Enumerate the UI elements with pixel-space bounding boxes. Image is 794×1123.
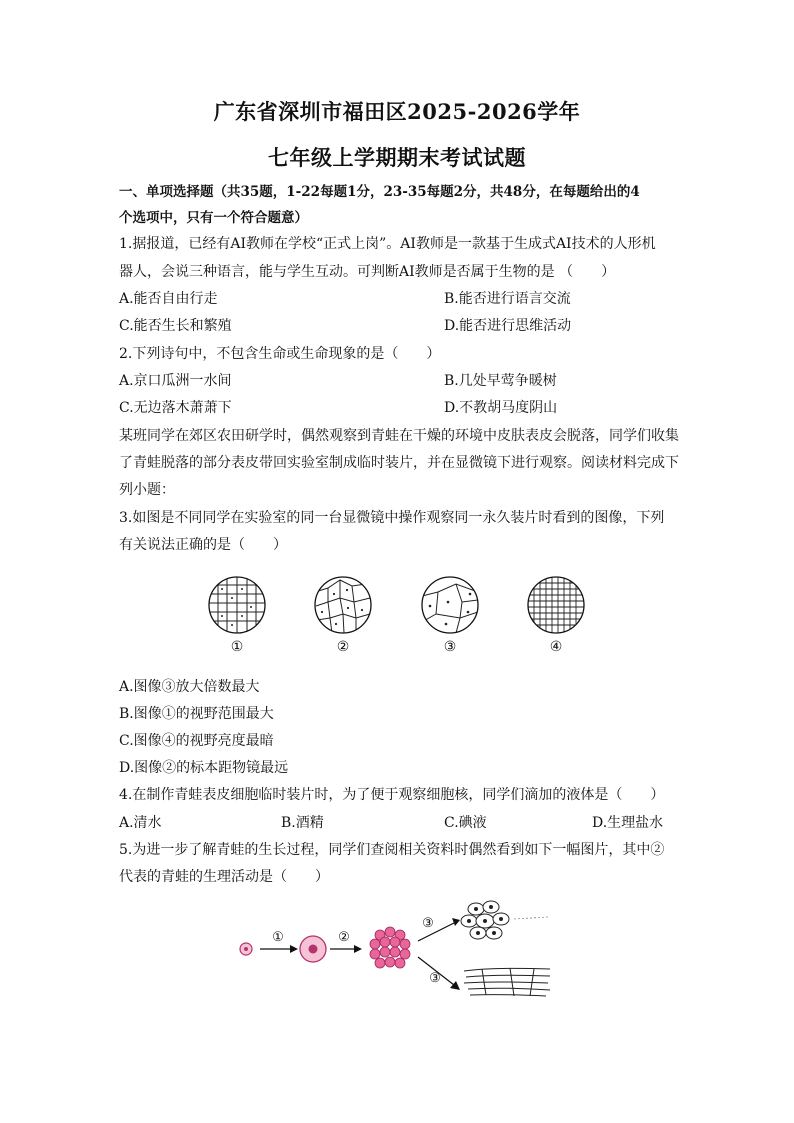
view-4-grid-icon xyxy=(528,577,584,633)
q3-option-d: D.图像②的标本距物镜最远 xyxy=(119,760,289,776)
q4-option-a: A.清水 xyxy=(119,815,162,831)
q2-option-d: D.不教胡马度阴山 xyxy=(444,400,558,416)
fiber-tissue-icon xyxy=(464,968,550,996)
q4-option-c: C.碘液 xyxy=(444,815,487,831)
q5-stem: 5.为进一步了解青蛙的生长过程，同学们查阅相关资料时偶然看到如下一幅图片，其中② xyxy=(119,842,665,858)
q1-option-d: D.能否进行思维活动 xyxy=(444,318,572,334)
arrow-1-head-icon xyxy=(290,945,298,953)
q2-option-c: C.无边落木萧萧下 xyxy=(119,400,232,416)
q3-stem: 3.如图是不同同学在实验室的同一台显微镜中操作观察同一永久装片时看到的图像，下列 xyxy=(119,510,665,526)
q1-option-c: C.能否生长和繁殖 xyxy=(119,318,232,334)
page-title: 广东省深圳市福田区2025-2026学年 xyxy=(213,99,581,124)
view-label-1: ① xyxy=(230,639,244,655)
q3-option-b: B.图像①的视野范围最大 xyxy=(119,706,274,722)
arrow-label-1: ① xyxy=(272,930,284,945)
view-label-3: ③ xyxy=(443,639,457,655)
view-label-2: ② xyxy=(336,639,350,655)
microscope-views-figure xyxy=(200,572,600,656)
view-3-cells-icon xyxy=(422,577,478,633)
arrow-label-2: ② xyxy=(338,930,350,945)
q1-option-b: B.能否进行语言交流 xyxy=(444,291,571,307)
material-text: 某班同学在郊区农田研学时，偶然观察到青蛙在干燥的环境中皮肤表皮会脱落，同学们收集 xyxy=(119,428,679,444)
cell-cluster-icon xyxy=(370,927,410,968)
arrow-2-head-icon xyxy=(354,945,362,953)
q5-stem-cont: 代表的青蛙的生理活动是（ ） xyxy=(119,869,329,885)
q1-stem-cont: 器人，会说三种语言，能与学生互动。可判断AI教师是否属于生物的是 （ ） xyxy=(119,264,616,280)
q2-option-a: A.京口瓜洲一水间 xyxy=(119,373,232,389)
q2-option-b: B.几处早莺争暖树 xyxy=(444,373,557,389)
grown-cell-icon xyxy=(300,936,326,962)
page-subtitle: 七年级上学期期末考试试题 xyxy=(268,145,526,170)
tissue-edge-line xyxy=(514,917,548,919)
section-heading-cont: 个选项中，只有一个符合题意） xyxy=(119,210,308,226)
section-heading: 一、单项选择题（共35题，1-22每题1分，23-35每题2分，共48分，在每题给出的4 xyxy=(119,184,640,200)
single-cell-icon xyxy=(240,943,252,955)
view-1-grid-icon xyxy=(209,577,265,633)
material-text-cont: 了青蛙脱落的部分表皮带回实验室制成临时装片，并在显微镜下进行观察。阅读材料完成下 xyxy=(119,455,679,471)
q4-option-b: B.酒精 xyxy=(281,815,324,831)
q4-option-d: D.生理盐水 xyxy=(592,815,664,831)
view-2-cells-icon xyxy=(315,577,371,633)
material-text-end: 列小题： xyxy=(119,482,175,498)
cell-development-figure xyxy=(232,895,554,1000)
epithelial-tissue-icon xyxy=(461,901,509,939)
q3-stem-cont: 有关说法正确的是（ ） xyxy=(119,537,287,553)
q1-option-a: A.能否自由行走 xyxy=(119,291,218,307)
q1-stem: 1.据报道，已经有AI教师在学校“正式上岗”。AI教师是一款基于生成式AI技术的人形机 xyxy=(119,236,656,252)
q4-stem: 4.在制作青蛙表皮细胞临时装片时，为了便于观察细胞核，同学们滴加的液体是（ ） xyxy=(119,787,665,803)
arrow-label-3a: ③ xyxy=(422,916,434,931)
view-label-4: ④ xyxy=(549,639,563,655)
q2-stem: 2.下列诗句中，不包含生命或生命现象的是（ ） xyxy=(119,346,441,362)
q3-option-a: A.图像③放大倍数最大 xyxy=(119,679,260,695)
q3-option-c: C.图像④的视野亮度最暗 xyxy=(119,733,274,749)
arrow-label-3b: ③ xyxy=(429,971,441,986)
arrow-3a-head-icon xyxy=(452,918,460,926)
